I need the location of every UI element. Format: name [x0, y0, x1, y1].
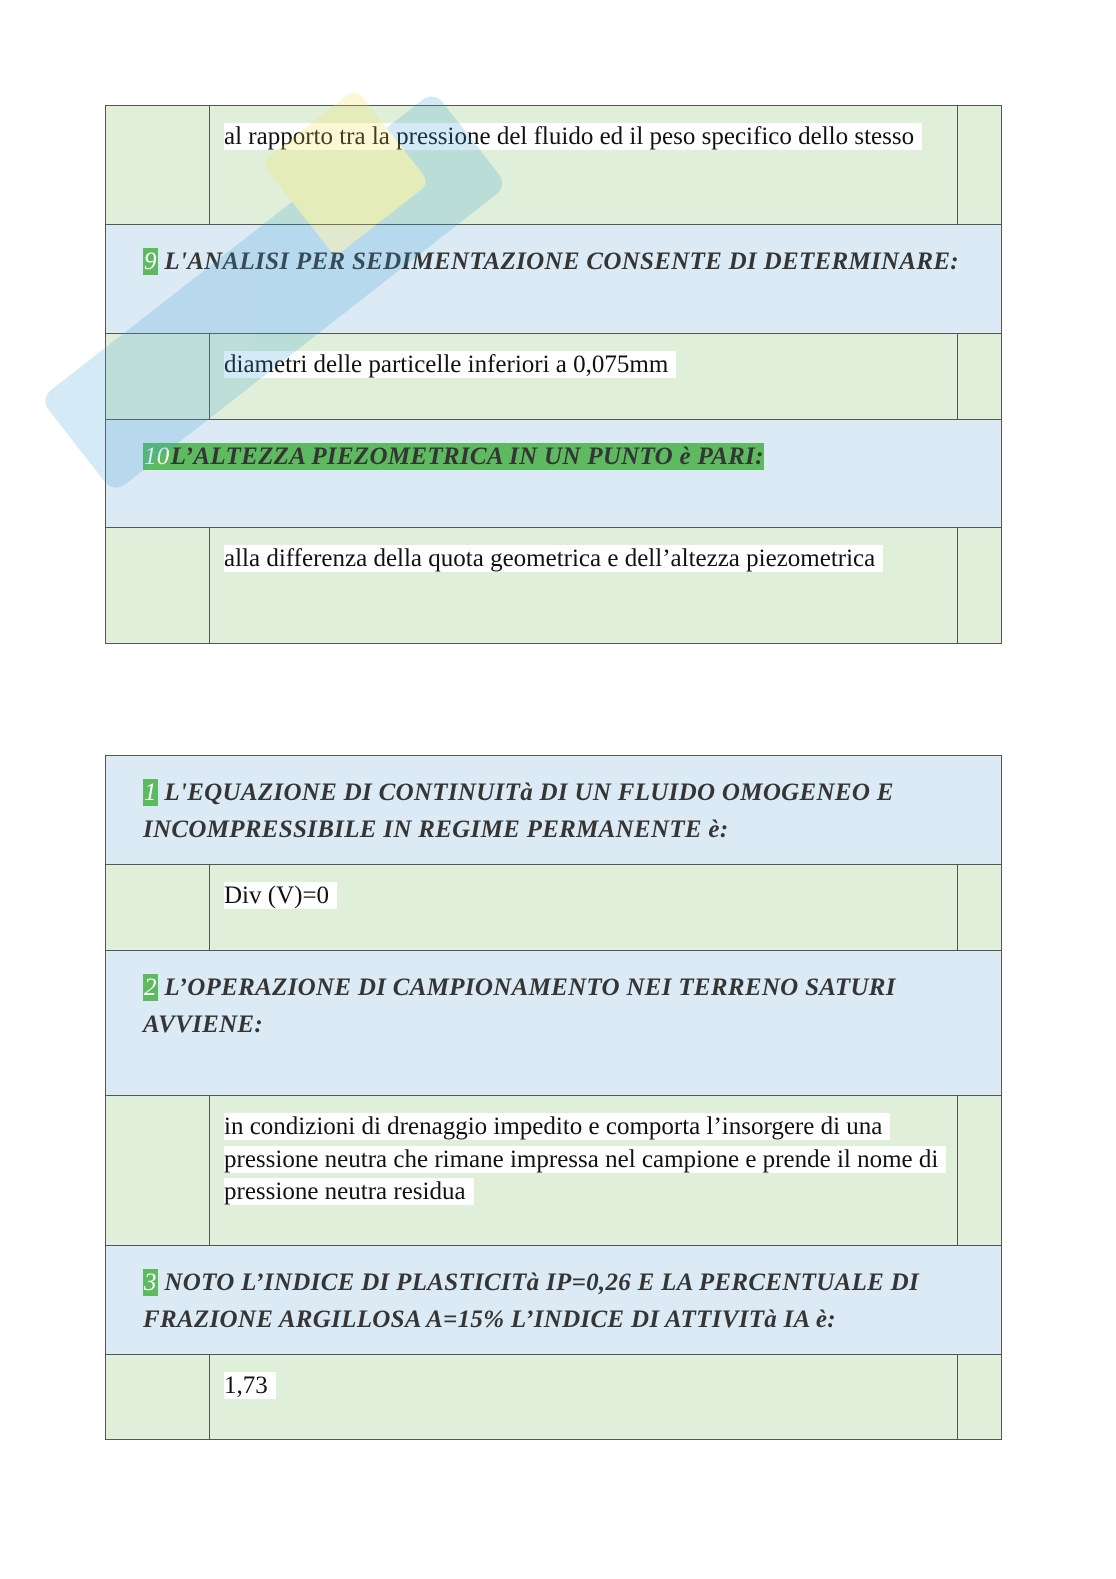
answer-text: 1,73 [224, 1370, 943, 1403]
question-row [106, 224, 1001, 333]
answer-row [106, 527, 1001, 643]
question-text: 1 L'EQUAZIONE DI CONTINUITà DI UN FLUIDO OMOGENEO E INCOMPRESSIBILE IN REGIME PERMANENTE è: [143, 779, 894, 843]
question-number: 1 [144, 779, 157, 806]
question-number: 9 [144, 248, 157, 275]
highlighted-question: L’ALTEZZA PIEZOMETRICA IN UN PUNTO è PARI: [170, 443, 764, 470]
answer-text: alla differenza della quota geometrica e dell’altezza piezometrica [224, 543, 943, 576]
answer-row [106, 1095, 1001, 1245]
answer-text: in condizioni di drenaggio impedito e comporta l’insorgere di una pressione neutra che rimane impressa nel campione e prende il nome di pressione neutra residua [224, 1111, 943, 1209]
question-text: 9 L'ANALISI PER SEDIMENTAZIONE CONSENTE DI DETERMINARE: [144, 248, 959, 275]
question-table-1 [105, 105, 1002, 644]
question-row [106, 1245, 1001, 1354]
question-text: 3 NOTO L’INDICE DI PLASTICITà IP=0,26 E LA PERCENTUALE DI FRAZIONE ARGILLOSA A=15% L’INDICE DI ATTIVITà IA è: [143, 1269, 920, 1333]
question-number: 2 [144, 974, 157, 1001]
question-text: 2 L’OPERAZIONE DI CAMPIONAMENTO NEI TERRENO SATURI AVVIENE: [143, 974, 896, 1038]
question-table-2 [105, 755, 1002, 1440]
answer-text: diametri delle particelle inferiori a 0,075mm [224, 349, 943, 382]
answer-row [106, 864, 1001, 950]
answer-row [106, 1354, 1001, 1439]
question-row [106, 756, 1001, 864]
answer-text: Div (V)=0 [224, 880, 943, 913]
answer-row [106, 333, 1001, 419]
question-number: 3 [144, 1269, 157, 1296]
question-row [106, 419, 1001, 527]
answer-row [106, 106, 1001, 224]
question-row [106, 950, 1001, 1095]
answer-text: al rapporto tra la pressione del fluido ed il peso specifico dello stesso [224, 121, 943, 154]
question-number: 10 [144, 443, 170, 470]
question-text [106, 420, 1001, 475]
